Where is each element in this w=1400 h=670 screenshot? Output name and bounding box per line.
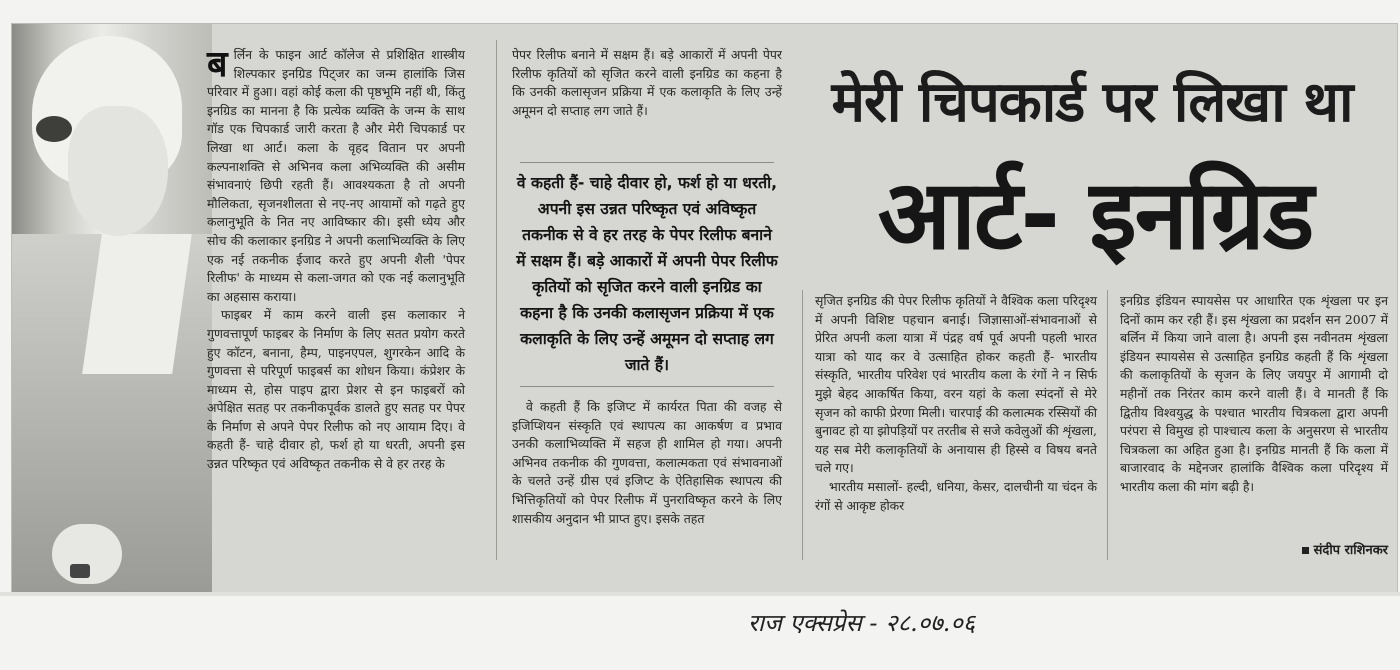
article-column-2-bottom [512,398,782,528]
article-column-4 [1120,292,1388,497]
pull-quote: वे कहती हैं- चाहे दीवार हो, फर्श हो या धरती, अपनी इस उन्नत परिष्कृत एवं अविष्कृत तकनीक से वे हर तरह के पेपर रिलीफ बनाने में सक्षम हैं। बड़े आकारों में अपनी पेपर रिलीफ कृतियों को सृजित करने वाली इनग्रिड का कहना है कि उनकी कलासृजन प्रक्रिया में एक कलाकृति के लिए उन्हें अमूमन दो सप्ताह लग जाते हैं। [516,174,778,374]
drop-cap: ब [207,44,228,85]
author-name: संदीप राशिनकर [1313,543,1388,558]
headline-line-1: मेरी चिपकार्ड पर लिखा था [831,70,1353,135]
article-column-2 [512,46,782,120]
source-note: राज एक्सप्रेस - २८.०७.०६ [748,609,976,637]
paragraph: र्लिन के फाइन आर्ट कॉलेज से प्रशिक्षित शास्त्रीय शिल्पकार इनग्रिड पिट्जर का जन्म हालांकि जिस परिवार में हुआ। वहां कोई कला की पृष्ठभूमि नहीं थी, किंतु इनग्रिड का मानना है कि प्रत्येक व्यक्ति के जन्म के साथ गॉड एक चिपकार्ड जारी करता है और मेरी चिपकार्ड पर लिखा था आर्ट। कला के वृहद वितान पर अपनी कल्पनाशक्ति से अभिनव कला अभिव्यक्ति की असीम संभावनाएं छिपी रहती हैं। आवश्यकता है तो अपनी मौलिकता, सृजनशीलता से नए-नए आयामों को गढ़ते हुए कलानुभूति के नित नए आविष्कार की। इसी ध्येय और सोच की कलाकार इनग्रिड ने अपनी कलाभिव्यक्ति के लिए एक नई तकनीक ईजाद करते हुए अपनी शैली 'पेपर रिलीफ' के माध्यम से कला-जगत को एक नई कलानुभूति का अहसास कराया। [207,47,465,304]
wristwatch-icon [70,564,90,578]
pullquote-rule [520,386,774,387]
column-divider [1107,290,1108,560]
paragraph: सृजित इनग्रिड की पेपर रिलीफ कृतियों ने वैश्विक कला परिदृश्य में अपनी विशिष्ट पहचान बनाई। जिज्ञासाओं-संभावनाओं से प्रेरित अपनी कला यात्रा में पंद्रह वर्ष पूर्व अपनी पहली भारत यात्रा को याद कर वे उत्साहित होकर कहती हैं- भारतीय संस्कृति, भारतीय परिवेश एवं भारतीय कला के रंगों ने न सिर्फ मुझे बेहद आकर्षित किया, वरन यहां के कला स्पंदनों से मेरे सृजन को काफी प्रेरणा मिली। चारपाई की कलात्मक रस्सियों की बुनावट हो या झोपड़ियों पर तरतीब से सजे कवेलुओं की शृंखला, यह सब मेरी कलाकृतियों के अनायास ही हिस्से व विषय बनते चले गए। [815,293,1097,476]
artist-photo [12,24,212,592]
headline-line-2: आर्ट- इनग्रिड [877,159,1313,271]
paragraph: वे कहती हैं कि इजिप्ट में कार्यरत पिता की वजह से इजिप्शियन संस्कृति एवं स्थापत्य का आकर्षण व प्रभाव उनकी कलाभिव्यक्ति में सहज ही शामिल हो गया। अपनी अभिनव तकनीक की गुणवत्ता, कलात्मकता एवं संभावनाओं के चलते उन्हें ग्रीस एवं इजिप्ट के ऐतिहासिक स्थापत्य की भित्तिकृतियों को पेपर रिलीफ में पुनराविष्कृत करने के लिए शासकीय अनुदान भी प्राप्त हुए। इसके तहत [512,399,782,526]
article-column-3 [815,292,1097,515]
author-byline [1240,540,1388,558]
square-bullet-icon [1302,547,1309,554]
paragraph: पेपर रिलीफ बनाने में सक्षम हैं। बड़े आकारों में अपनी पेपर रिलीफ कृतियों को सृजित करने वाली इनग्रिड का कहना है कि उनकी कलासृजन प्रक्रिया में एक कलाकृति के लिए उन्हें अमूमन दो सप्ताह लग जाते हैं। [512,47,782,118]
clipping-edge [0,592,1400,596]
article-column-1 [207,46,465,474]
paragraph: भारतीय मसालों- हल्दी, धनिया, केसर, दालचीनी या चंदन के रंगों से आकृष्ट होकर [815,478,1097,513]
column-divider [802,290,803,560]
paragraph: फाइबर में काम करने वाली इस कलाकार ने गुणवत्तापूर्ण फाइबर के निर्माण के लिए सतत प्रयोग करते हुए कॉटन, बनाना, हैम्प, पाइनएपल, शुगरकेन आदि के गुणवत्ता से परिपूर्ण फाइबर्स का शोधन किया। कंप्रेशर के माध्यम से, होस पाइप द्वारा प्रेशर से इन फाइबरों को अपेक्षित सतह पर तकनीकपूर्वक डालते हुए सतह पर पेपर के निर्माण से अपने पेपर रिलीफ को नए आयाम दिए। वे कहती हैं- चाहे दीवार हो, फर्श हो या धरती, अपनी इस उन्नत परिष्कृत एवं अविष्कृत तकनीक से वे हर तरह के [207,307,465,472]
paragraph: इनग्रिड इंडियन स्पायसेस पर आधारित एक शृंखला पर इन दिनों काम कर रही हैं। इस शृंखला का प्रदर्शन सन 2007 में बर्लिन में किया जाने वाला है। अपनी इस नवीनतम शृंखला इंडियन स्पायसेस से उत्साहित इनग्रिड कहती हैं कि शृंखला की कलाकृतियों के सृजन के लिए जयपुर में आगामी दो महीनों तक निरंतर काम करने वाली हैं। वे मानती हैं कि द्वितीय विश्वयुद्ध के पश्चात भारतीय चित्रकला द्वारा अपनी परंपरा से विमुख हो पाश्चात्य कला के अनुसरण से भारतीय चित्रकला का अहित हुआ है। इनग्रिड मानती हैं कि कला में बाजारवाद के मद्देनजर हालांकि वैश्विक कला परिदृश्य में भारतीय कला की मांग बढ़ी है। [1120,293,1388,494]
pullquote-rule [520,162,774,163]
sunglasses-icon [36,116,72,142]
column-divider [496,40,497,560]
